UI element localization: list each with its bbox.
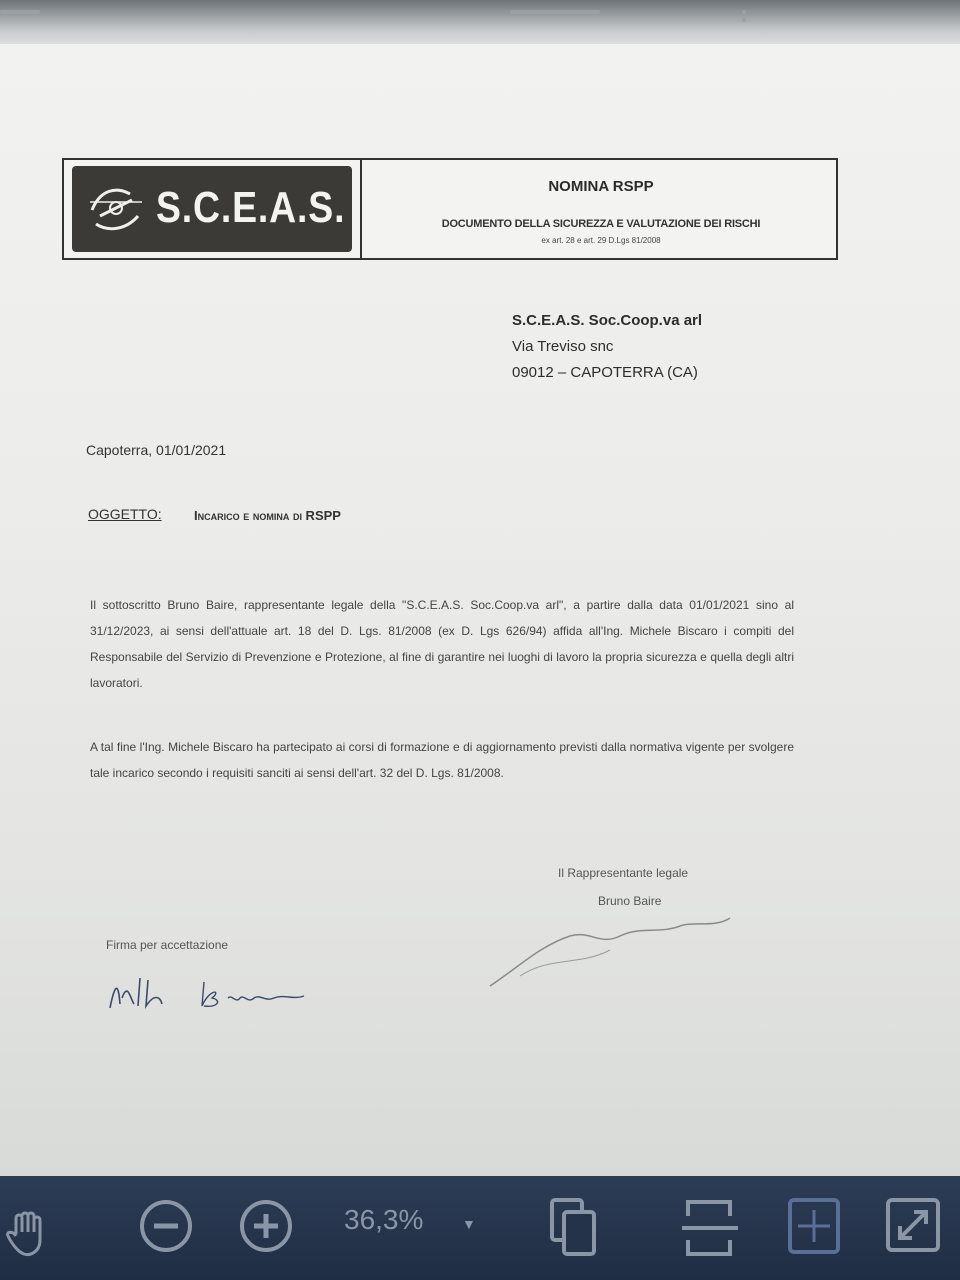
legal-representative-signature — [480, 906, 740, 996]
acceptance-label: Firma per accettazione — [106, 938, 229, 952]
subject-text: Incarico e nomina di RSPP — [194, 508, 341, 523]
document-page — [0, 44, 960, 1184]
hand-icon[interactable] — [4, 1204, 62, 1260]
top-tab-indicator — [742, 10, 746, 22]
zoom-out-icon[interactable] — [136, 1196, 196, 1256]
company-logo — [72, 166, 352, 252]
top-tab-indicator — [0, 10, 40, 14]
recipient-street: Via Treviso snc — [512, 338, 614, 355]
scan-icon[interactable] — [680, 1196, 740, 1260]
top-tab-indicator — [510, 10, 600, 14]
zoom-dropdown-icon[interactable]: ▼ — [462, 1216, 476, 1232]
header-law-reference: ex art. 28 e art. 29 D.Lgs 81/2008 — [541, 236, 661, 245]
logo-emblem-icon — [86, 180, 146, 238]
fullscreen-icon[interactable] — [884, 1196, 942, 1254]
logo-text: S.C.E.A.S. — [156, 183, 346, 232]
zoom-in-icon[interactable] — [236, 1196, 296, 1256]
document-header — [62, 158, 838, 260]
fit-page-icon[interactable] — [786, 1196, 842, 1256]
header-subtitle: DOCUMENTO DELLA SICUREZZA E VALUTAZIONE DEI RISCHI — [441, 218, 761, 230]
acceptance-signature — [104, 968, 324, 1018]
recipient-city: 09012 – CAPOTERRA (CA) — [512, 364, 698, 381]
body-paragraph: Il sottoscritto Bruno Baire, rappresentante legale della "S.C.E.A.S. Soc.Coop.va arl", a partire dalla data 01/01/2021 sino al 31/12/2023, ai sensi dell'attuale art. 18 del D. Lgs. 81/2008 (ex D. Lgs 626/94) affida all'Ing. Michele Biscaro i compiti del Responsabile del Servizio di Prevenzione e Protezione, al fine di garantire nei luoghi di lavoro la propria sicurezza e quella degli altri lavoratori. — [90, 598, 794, 690]
body-paragraph: A tal fine l'Ing. Michele Biscaro ha partecipato ai corsi di formazione e di aggiornamento previsti dalla normativa vigente per svolgere tale incarico secondo i requisiti sanciti ai sensi dell'art. 32 del D. Lgs. 81/2008. — [90, 740, 794, 780]
page-view-icon[interactable] — [548, 1196, 602, 1260]
subject-label: OGGETTO: — [88, 506, 162, 522]
signer-name: Bruno Baire — [598, 894, 662, 908]
recipient-company: S.C.E.A.S. Soc.Coop.va arl — [512, 312, 703, 329]
zoom-level[interactable]: 36,3% — [344, 1204, 424, 1235]
header-title: NOMINA RSPP — [548, 178, 654, 195]
header-divider — [360, 160, 362, 258]
viewer-toolbar — [0, 1176, 960, 1280]
signer-role: Il Rappresentante legale — [558, 866, 689, 880]
place-date: Capoterra, 01/01/2021 — [86, 442, 227, 458]
